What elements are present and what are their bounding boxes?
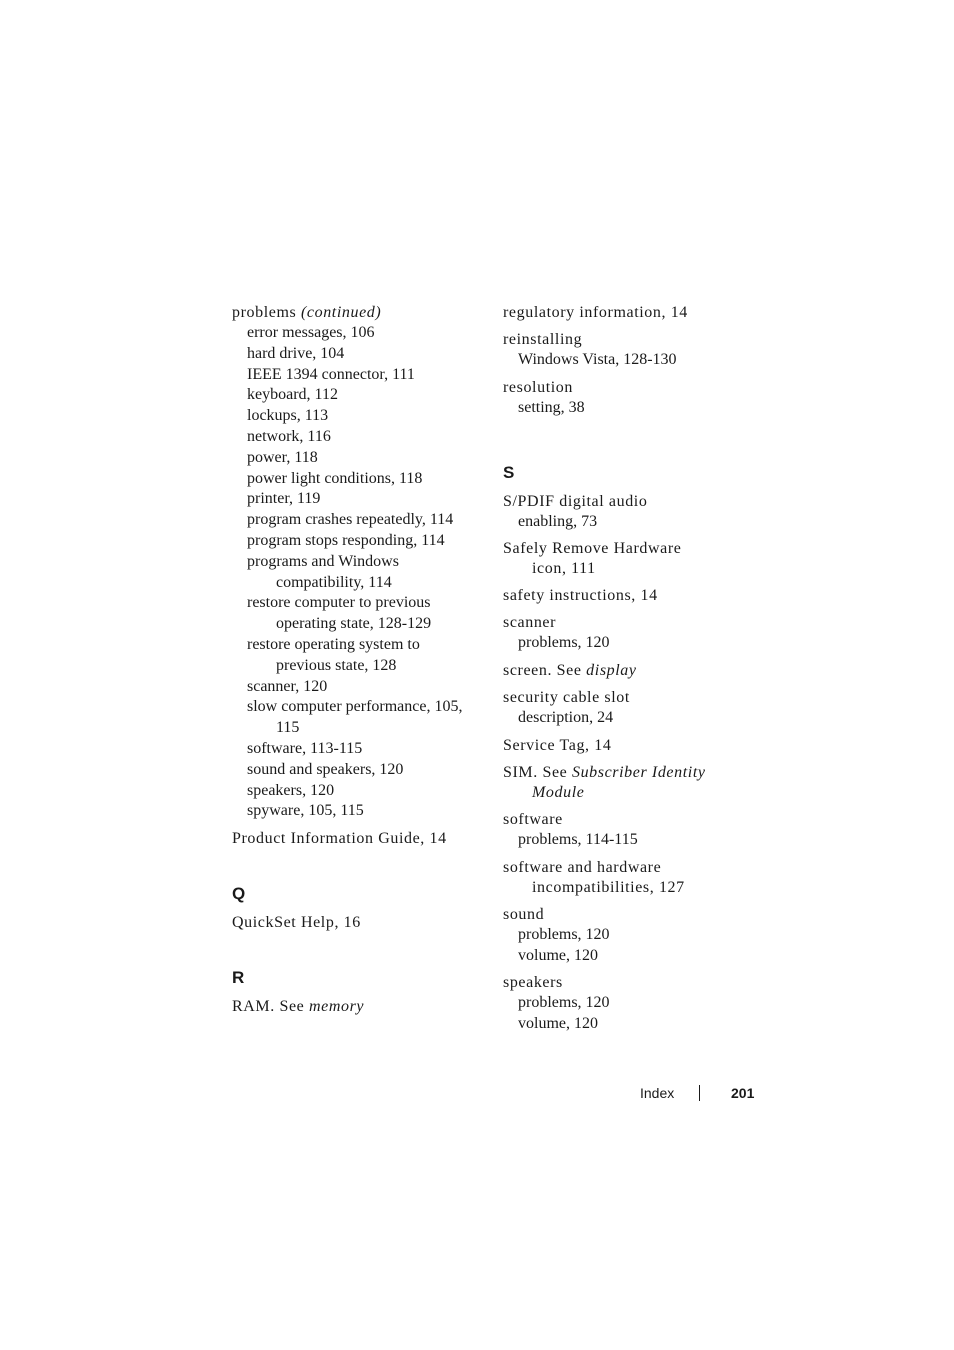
footer-divider (699, 1085, 700, 1101)
index-entry-resolution: resolution setting, 38 (503, 378, 753, 419)
index-subentry: lockups, 113 (247, 407, 329, 425)
index-entry-scanner: scanner problems, 120 (503, 613, 753, 654)
index-entry-safety: safety instructions, 14 (503, 587, 658, 605)
index-entry-regulatory: regulatory information, 14 (503, 304, 688, 321)
index-column-right (503, 303, 753, 1035)
index-subentry: hard drive, 104 (247, 344, 345, 362)
index-subentry: problems, 120 (518, 634, 610, 652)
index-column-left (232, 303, 482, 1017)
index-subentry: sound and speakers, 120 (247, 760, 404, 778)
index-entry-problems (232, 303, 482, 822)
index-entry-reinstalling: reinstalling Windows Vista, 128-130 (503, 330, 753, 371)
index-entry-spdif: S/PDIF digital audio enabling, 73 (503, 492, 753, 533)
footer-section-label: Index (640, 1085, 675, 1101)
index-subentry: speakers, 120 (247, 781, 335, 799)
index-entry-screen: screen. See display (503, 662, 637, 680)
index-subentry: Windows Vista, 128-130 (518, 351, 677, 368)
index-entry-sim: SIM. See Subscriber Identity Module (503, 763, 706, 801)
index-subentry: description, 24 (518, 709, 614, 727)
index-entry-speakers: speakers problems, 120 volume, 120 (503, 973, 753, 1035)
index-subentry: restore operating system to previous state, 128 (247, 635, 420, 674)
see-reference: Subscriber Identity (571, 763, 706, 781)
index-subentry: software, 113-115 (247, 739, 363, 757)
index-term: problems (232, 304, 297, 321)
index-subentry: volume, 120 (518, 1015, 598, 1033)
index-entry-security: security cable slot description, 24 (503, 688, 753, 729)
index-subentry: printer, 119 (247, 490, 321, 508)
see-reference: memory (308, 998, 365, 1016)
index-entry-service-tag: Service Tag, 14 (503, 736, 612, 754)
index-entry-sound: sound problems, 120 volume, 120 (503, 905, 753, 967)
section-letter-q: Q (232, 884, 246, 904)
index-subentry: spyware, 105, 115 (247, 802, 364, 820)
index-entry-software-hardware: software and hardware incompatibilities, 127 (503, 858, 685, 896)
index-entry-product-info: Product Information Guide, 14 (232, 830, 447, 848)
index-subentry: power light conditions, 118 (247, 469, 423, 487)
index-subentry: restore computer to previous operating state, 128-129 (247, 594, 432, 633)
index-subentry: programs and Windows compatibility, 114 (247, 552, 399, 591)
index-subentry: problems, 120 (518, 925, 610, 943)
continued-label: (continued) (300, 304, 382, 321)
index-subentry: scanner, 120 (247, 677, 328, 695)
index-subentry: slow computer performance, 105, 115 (247, 698, 463, 737)
index-entry-ram: RAM. See memory (232, 998, 365, 1016)
section-letter-s: S (503, 462, 515, 482)
index-subentry: IEEE 1394 connector, 111 (247, 365, 415, 383)
index-subentry: program crashes repeatedly, 114 (247, 511, 454, 529)
index-subentry: network, 116 (247, 427, 331, 445)
index-subentry: power, 118 (247, 448, 318, 466)
index-subentry: program stops responding, 114 (247, 531, 445, 549)
index-subentry: problems, 120 (518, 994, 610, 1012)
index-entry-software: software problems, 114-115 (503, 810, 753, 851)
index-subentry: volume, 120 (518, 946, 598, 964)
index-subentry: keyboard, 112 (247, 386, 338, 404)
page-number: 201 (731, 1085, 755, 1101)
index-subentry: error messages, 106 (247, 324, 375, 341)
see-reference: display (586, 662, 637, 680)
index-subentry: setting, 38 (518, 398, 585, 416)
index-subentry: problems, 114-115 (518, 830, 638, 848)
section-letter-r: R (232, 968, 245, 988)
index-entry-safely-remove: Safely Remove Hardware icon, 111 (503, 540, 682, 578)
index-entry-quickset: QuickSet Help, 16 (232, 914, 361, 932)
index-subentry: enabling, 73 (518, 512, 598, 530)
